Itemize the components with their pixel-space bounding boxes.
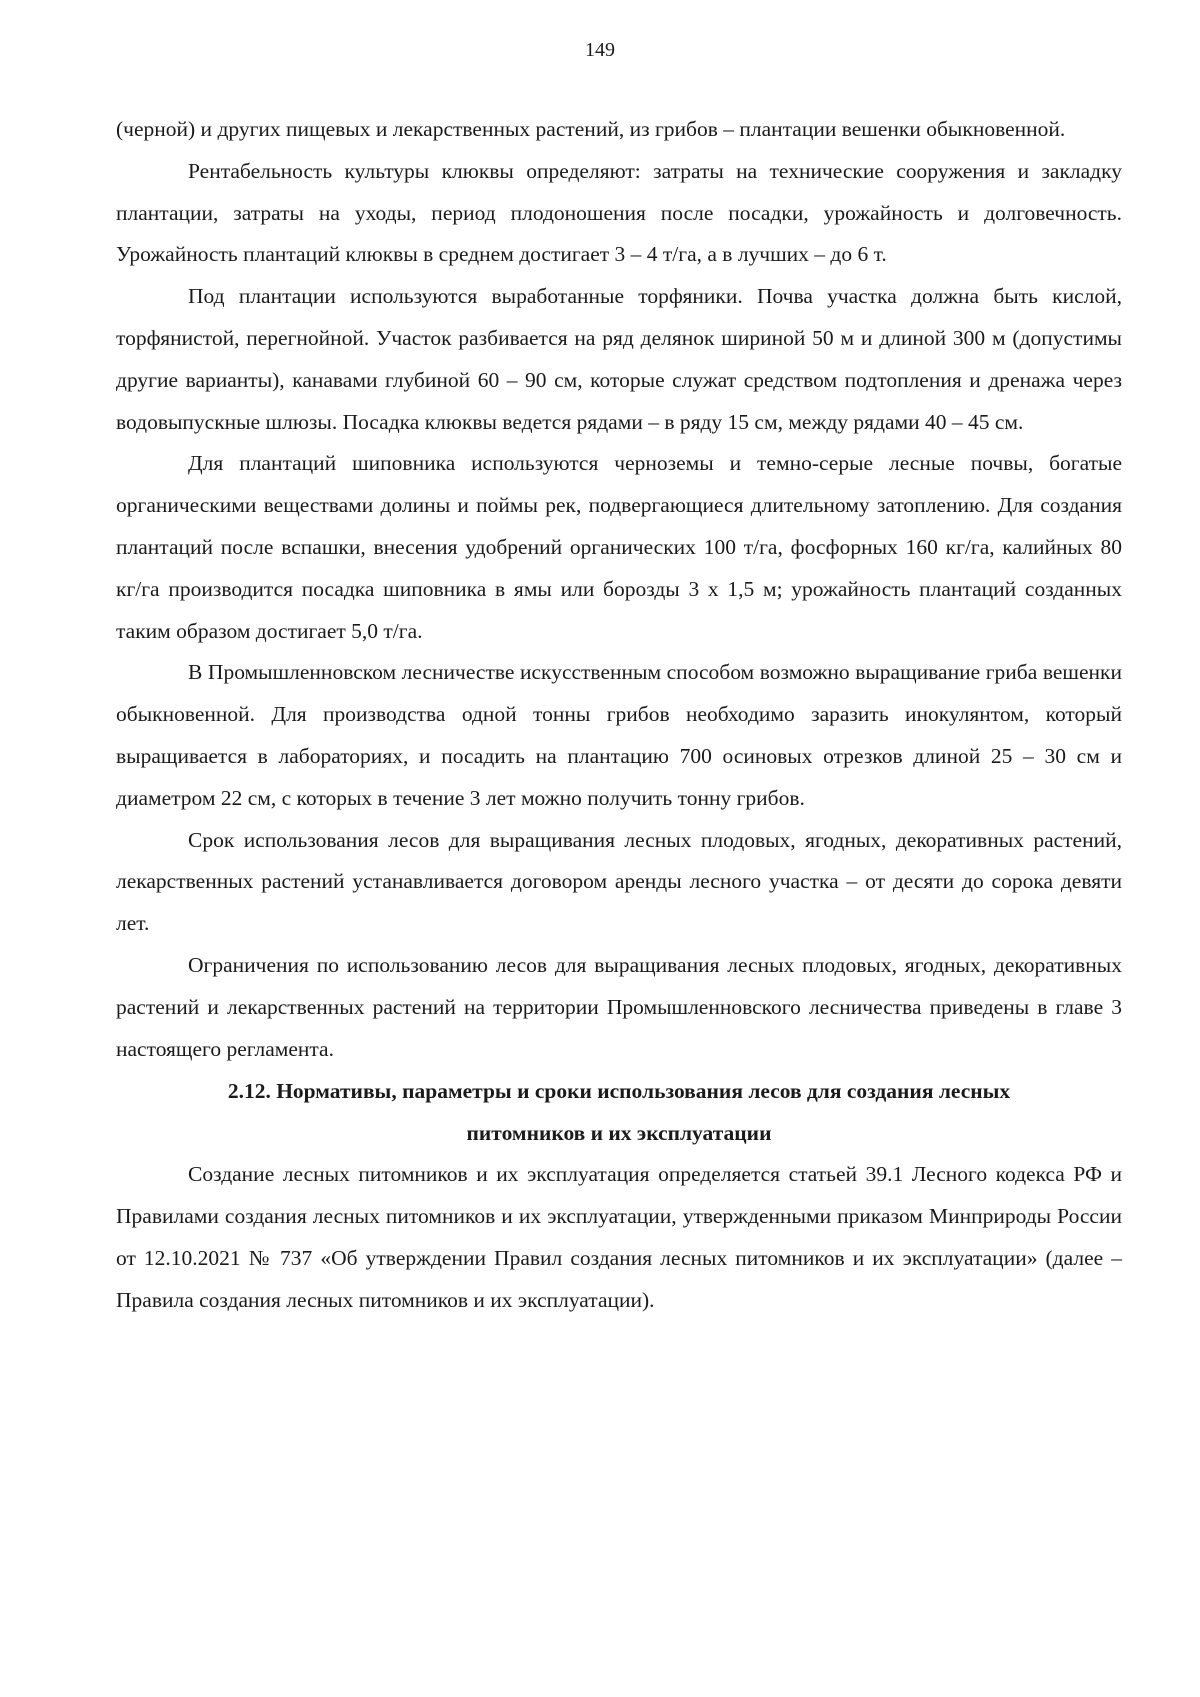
paragraph-oyster-mushroom: В Промышленновском лесничестве искусственным способом возможно выращивание гриба вешенки обыкновенной. Для производства одной тонны грибов необходимо заразить инокулянтом, который выращивается в лабораториях, и посадить на плантацию 700 осиновых отрезков длиной 25 – 30 см и диаметром 22 см, с которых в течение 3 лет можно получить тонну грибов. (116, 660, 1122, 810)
paragraph-continuation: (черной) и других пищевых и лекарственных растений, из грибов – плантации вешенки обыкновенной. (116, 117, 1066, 141)
paragraph-cranberry-profitability: Рентабельность культуры клюквы определяют: затраты на технические сооружения и закладку плантации, затраты на уходы, период плодоношения после посадки, урожайность и долговечность. Урожайность плантаций клюквы в среднем достигает 3 – 4 т/га, а в лучших – до 6 т. (116, 158, 1122, 267)
paragraph-rosehip-plantation: Для плантаций шиповника используются черноземы и темно-серые лесные почвы, богатые органическими веществами долины и поймы рек, подвергающиеся длительному затоплению. Для создания плантаций после вспашки, внесения удобрений органических 100 т/га, фосфорных 160 кг/га, калийных 80 кг/га производится посадка шиповника в ямы или борозды 3 х 1,5 м; урожайность плантаций созданных таким образом достигает 5,0 т/га. (116, 451, 1122, 643)
section-heading (116, 1070, 1122, 1154)
paragraph-usage-restrictions: Ограничения по использованию лесов для выращивания лесных плодовых, ягодных, декоративных растений и лекарственных растений на территории Промышленновского лесничества приведены в главе 3 настоящего регламента. (116, 952, 1122, 1061)
paragraph-cranberry-plantation-soil: Под плантации используются выработанные торфяники. Почва участка должна быть кислой, торфянистой, перегнойной. Участок разбивается на ряд делянок шириной 50 м и длиной 300 м (допустимы другие варианты), канавами глубиной 60 – 90 см, которые служат средством подтопления и дренажа через водовыпускные шлюзы. Посадка клюквы ведется рядами – в ряду 15 см, между рядами 40 – 45 см. (116, 284, 1122, 434)
paragraph-nursery-creation: Создание лесных питомников и их эксплуатация определяется статьей 39.1 Лесного кодекса РФ и Правилами создания лесных питомников и их эксплуатации, утвержденными приказом Минприроды России от 12.10.2021 № 737 «Об утверждении Правил создания лесных питомников и их эксплуатации» (далее – Правила создания лесных питомников и их эксплуатации). (116, 1162, 1122, 1312)
document-body (116, 109, 1122, 1322)
section-heading-line-2: питомников и их эксплуатации (466, 1121, 772, 1146)
paragraph-usage-term: Срок использования лесов для выращивания лесных плодовых, ягодных, декоративных растений, лекарственных растений устанавливается договором аренды лесного участка – от десяти до сорока девяти лет. (116, 827, 1122, 936)
page-number: 149 (585, 39, 615, 61)
section-heading-line-1: 2.12. Нормативы, параметры и сроки использования лесов для создания лесных (227, 1079, 1011, 1104)
